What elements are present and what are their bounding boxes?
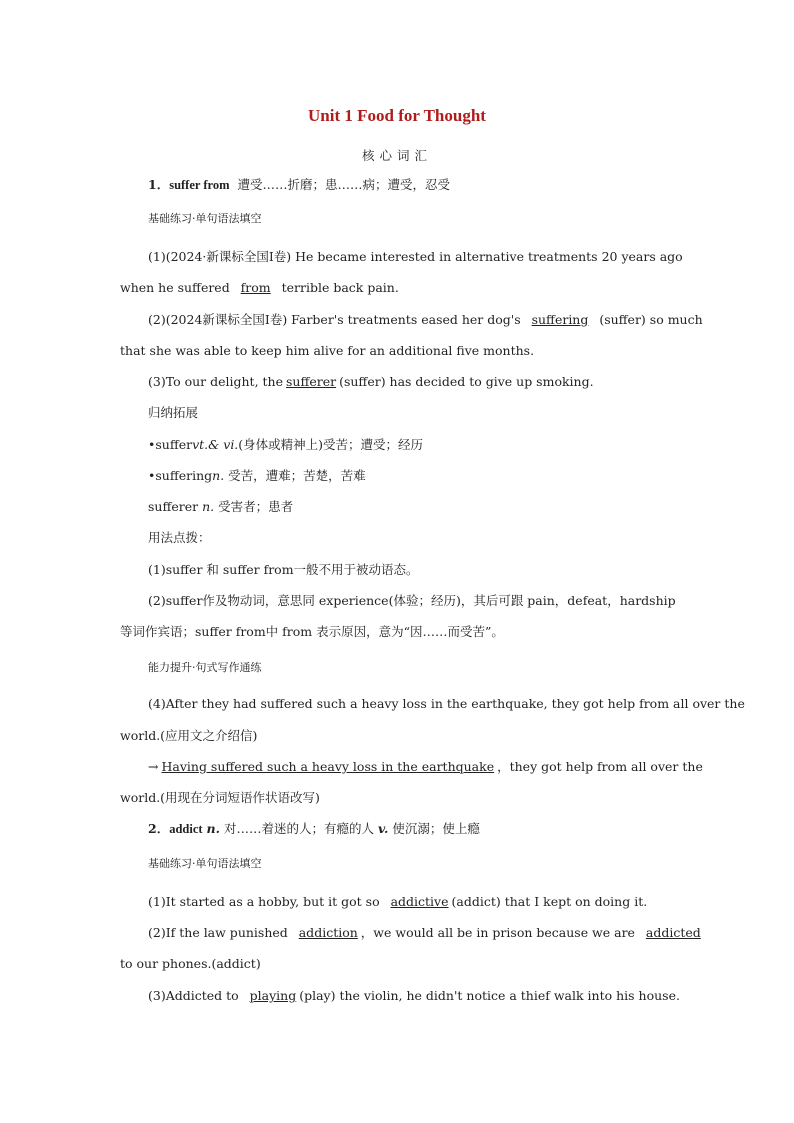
item2-q2-line1 bbox=[148, 925, 701, 941]
usage-line-2a: (2)suffer作及物动词，意思同 experience(体验；经历)，其后可跟 pain，defeat，hardship bbox=[148, 593, 676, 608]
page-title: Unit 1 Food for Thought bbox=[308, 106, 486, 125]
q-text: (play) the violin, he didn't notice a thief walk into his house. bbox=[299, 988, 680, 1003]
part-of-speech: n. bbox=[206, 821, 220, 836]
q-text: (2)If the law punished bbox=[148, 925, 288, 940]
usage-line-2b: 等词作宾语；suffer from中 from 表示原因，意为“因……而受苦”。 bbox=[120, 624, 504, 639]
item1-word: suffer from bbox=[169, 178, 230, 192]
answer-blank: from bbox=[240, 280, 271, 295]
summary-line-1 bbox=[148, 437, 675, 453]
part-of-speech: v. bbox=[377, 821, 389, 836]
item1-q3 bbox=[148, 374, 675, 390]
word: •suffering bbox=[148, 468, 213, 483]
definition: 受害者；患者 bbox=[218, 499, 294, 514]
item2-q3 bbox=[148, 988, 680, 1004]
answer-blank: addicted bbox=[645, 925, 701, 940]
item2-number: 2． bbox=[148, 821, 170, 836]
q-text: (suffer) so much bbox=[599, 312, 703, 327]
item1-q2-line2: that she was able to keep him alive for an additional five months. bbox=[120, 343, 535, 358]
usage-label: 用法点拨： bbox=[148, 530, 211, 545]
q-text: ，we would all be in prison because we are bbox=[360, 925, 635, 940]
q-text: (3)To our delight, the bbox=[148, 374, 283, 389]
item2-basic-label: 基础练习·单句语法填空 bbox=[148, 857, 262, 870]
item1-q4-line2: world.(应用文之介绍信) bbox=[120, 728, 258, 743]
part-of-speech: n. bbox=[202, 499, 215, 514]
definition: 对……着迷的人；有瘾的人 bbox=[223, 821, 374, 836]
definition: (身体或精神上)受苦；遭受；经历 bbox=[238, 437, 424, 452]
item1-basic-label: 基础练习·单句语法填空 bbox=[148, 212, 262, 225]
item1-heading bbox=[148, 177, 675, 193]
q-text: (suffer) has decided to give up smoking. bbox=[339, 374, 594, 389]
summary-line-3 bbox=[148, 499, 675, 515]
answer-blank: addictive bbox=[390, 894, 449, 909]
item2-heading bbox=[148, 821, 675, 837]
definition: 受苦，遭难；苦楚，苦难 bbox=[228, 468, 366, 483]
q-text: when he suffered bbox=[120, 280, 230, 295]
item1-q4-line1: (4)After they had suffered such a heavy loss in the earthquake, they got help from all over the bbox=[148, 696, 745, 711]
ability-label: 能力提升·句式写作通练 bbox=[148, 661, 262, 674]
q-text: (3)Addicted to bbox=[148, 988, 239, 1003]
q-text: terrible back pain. bbox=[281, 280, 399, 295]
answer-blank: suffering bbox=[531, 312, 589, 327]
item1-number: 1． bbox=[148, 177, 170, 192]
answer-blank: sufferer bbox=[286, 374, 337, 389]
item2-q1 bbox=[148, 894, 675, 910]
answer-blank: addiction bbox=[298, 925, 358, 940]
summary-line-2 bbox=[148, 468, 675, 484]
word: sufferer bbox=[148, 499, 199, 514]
arrow-icon: → bbox=[148, 759, 159, 774]
definition: 使沉溺；使上瘾 bbox=[392, 821, 480, 836]
item1-q1-line2 bbox=[120, 280, 675, 296]
section-subtitle: 核心词汇 bbox=[361, 148, 432, 163]
part-of-speech: vt.& vi. bbox=[192, 437, 239, 452]
item1-q4-line3 bbox=[148, 759, 703, 775]
q-text: (2)(2024新课标全国Ⅰ卷) Farber's treatments eased her dog's bbox=[148, 312, 521, 327]
part-of-speech: n. bbox=[212, 468, 225, 483]
word: •suffer bbox=[148, 437, 193, 452]
item1-q4-line4: world.(用现在分词短语作状语改写) bbox=[120, 790, 320, 805]
answer-blank: playing bbox=[249, 988, 297, 1003]
item1-definition: 遭受……折磨；患……病；遭受，忍受 bbox=[237, 177, 450, 192]
item1-q1-line1: (1)(2024·新课标全国Ⅰ卷) He became interested in alternative treatments 20 years ago bbox=[148, 249, 683, 264]
q-text: ，they got help from all over the bbox=[497, 759, 703, 774]
q-text: (1)It started as a hobby, but it got so bbox=[148, 894, 380, 909]
item2-q2-line2: to our phones.(addict) bbox=[120, 956, 261, 971]
answer-blank: Having suffered such a heavy loss in the earthquake bbox=[161, 759, 495, 774]
summary-label: 归纳拓展 bbox=[148, 405, 199, 420]
q-text: (addict) that I kept on doing it. bbox=[451, 894, 648, 909]
usage-line-1: (1)suffer 和 suffer from一般不用于被动语态。 bbox=[148, 562, 419, 577]
item1-q2-line1 bbox=[148, 312, 703, 328]
item2-word: addict bbox=[169, 822, 203, 836]
